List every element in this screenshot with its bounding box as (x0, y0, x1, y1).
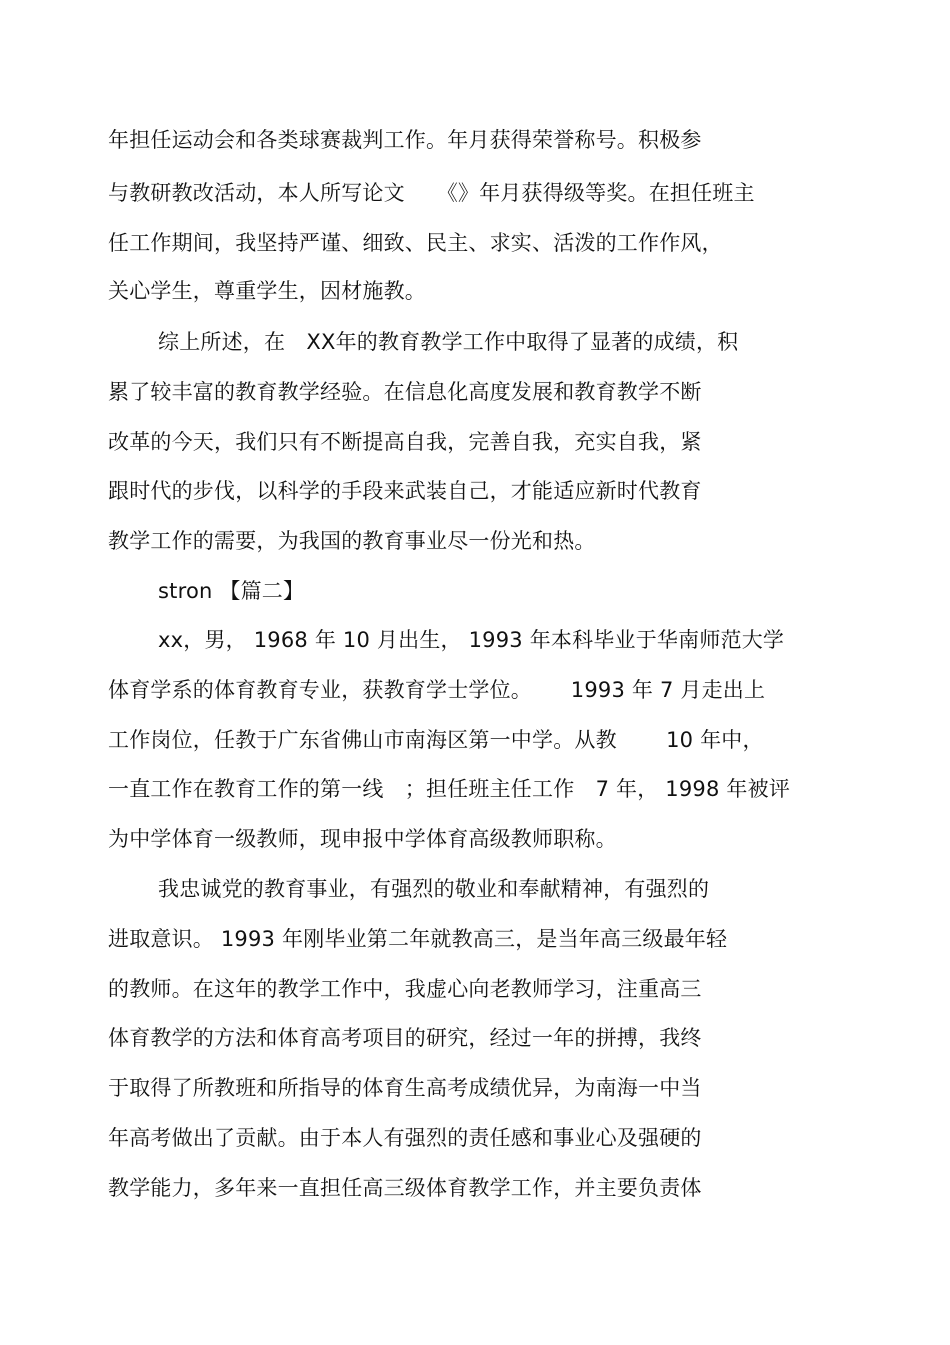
text-line: 综上所述，在 XX年的教育教学工作中取得了显著的成绩，积 (158, 330, 739, 354)
text-line: 一直工作在教育工作的第一线 ；担任班主任工作 7 年， 1998 年被评 (108, 777, 791, 801)
text-line: 教学能力，多年来一直担任高三级体育教学工作，并主要负责体 (108, 1176, 702, 1200)
text-line: 体育教学的方法和体育高考项目的研究，经过一年的拼搏，我终 (108, 1026, 702, 1050)
text-line: 与教研教改活动，本人所写论文 《》年月获得级等奖。在担任班主 (108, 181, 755, 205)
text-line: 累了较丰富的教育教学经验。在信息化高度发展和教育教学不断 (108, 380, 702, 404)
text-line: 为中学体育一级教师，现申报中学体育高级教师职称。 (108, 827, 617, 851)
text-line: 教学工作的需要，为我国的教育事业尽一份光和热。 (108, 529, 596, 553)
text-line: 的教师。在这年的教学工作中，我虚心向老教师学习，注重高三 (108, 977, 702, 1001)
text-line: 于取得了所教班和所指导的体育生高考成绩优异，为南海一中当 (108, 1076, 702, 1100)
text-line: xx，男， 1968 年 10 月出生， 1993 年本科毕业于华南师范大学 (158, 628, 785, 652)
text-line: 年担任运动会和各类球赛裁判工作。年月获得荣誉称号。积极参 (108, 128, 702, 152)
text-line: 工作岗位，任教于广东省佛山市南海区第一中学。从教 10 年中， (108, 728, 764, 752)
text-line: 任工作期间，我坚持严谨、细致、民主、求实、活泼的工作作风， (108, 231, 723, 255)
text-line: 我忠诚党的教育事业，有强烈的敬业和奉献精神，有强烈的 (158, 877, 710, 901)
text-line: 进取意识。 1993 年刚毕业第二年就教高三，是当年高三级最年轻 (108, 927, 728, 951)
text-line: 年高考做出了贡献。由于本人有强烈的责任感和事业心及强硬的 (108, 1126, 702, 1150)
section-heading: stron 【篇二】 (158, 579, 305, 603)
text-line: 关心学生，尊重学生，因材施教。 (108, 279, 426, 303)
text-line: 改革的今天，我们只有不断提高自我，完善自我，充实自我，紧 (108, 430, 702, 454)
text-line: 跟时代的步伐，以科学的手段来武装自己，才能适应新时代教育 (108, 479, 702, 503)
text-line: 体育学系的体育教育专业，获教育学士学位。 1993 年 7 月走出上 (108, 678, 766, 702)
